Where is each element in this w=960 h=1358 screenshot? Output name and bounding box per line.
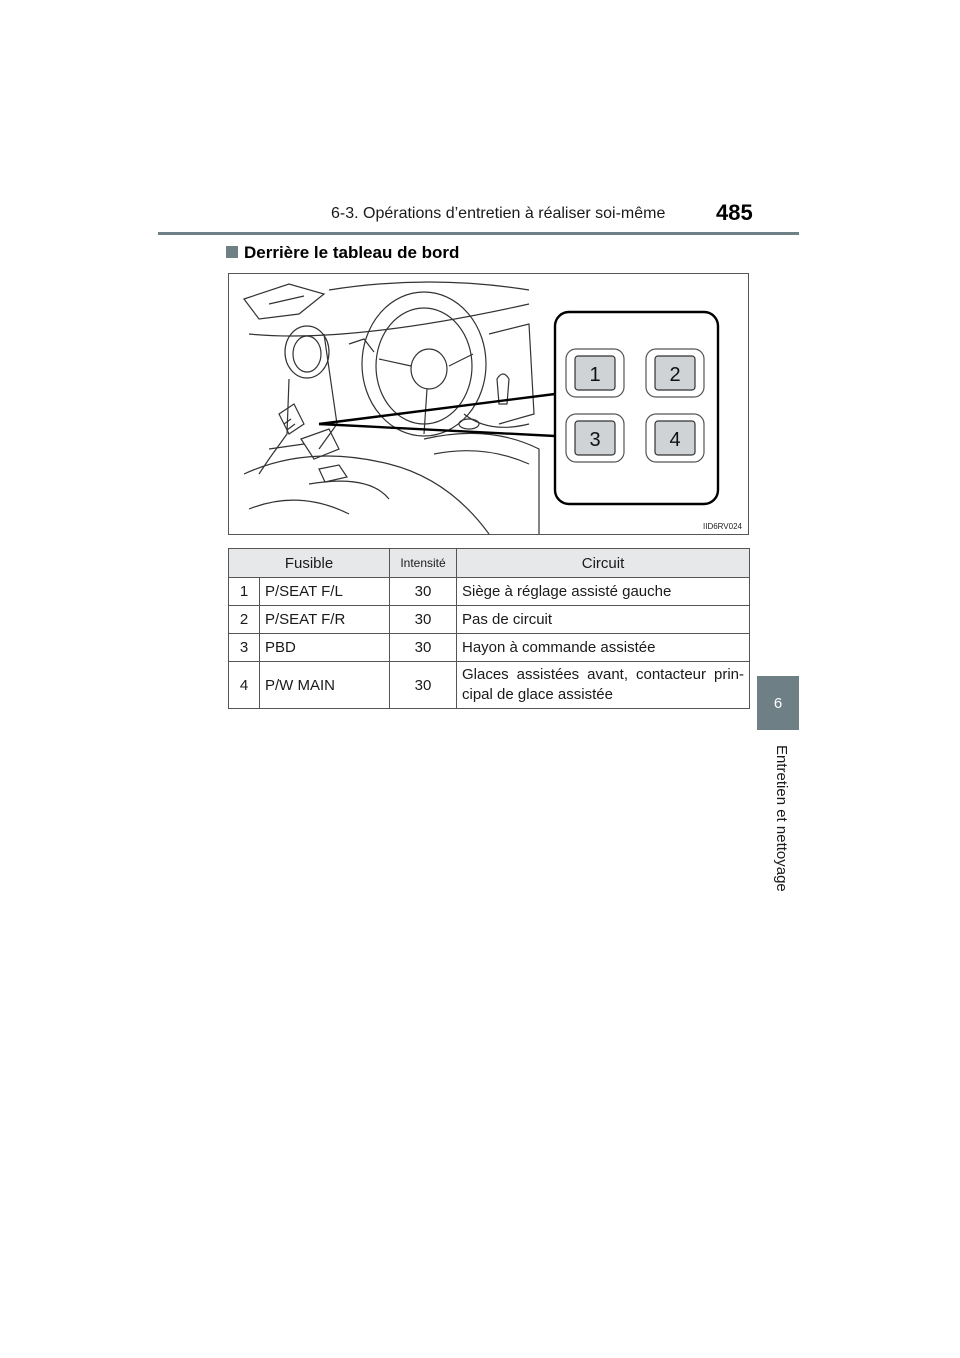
fuse-number: 3	[229, 634, 260, 662]
fuse-table	[228, 548, 750, 709]
leader-lines	[319, 394, 555, 436]
fuse-number: 4	[229, 662, 260, 709]
column-header-circuit: Circuit	[457, 549, 750, 578]
fuse-name: P/SEAT F/R	[260, 606, 390, 634]
table-row	[229, 578, 750, 606]
table-header-row	[229, 549, 750, 578]
table-row	[229, 606, 750, 634]
fuse-amperage: 30	[390, 606, 457, 634]
figure-code: IID6RV024	[703, 522, 742, 531]
fuse-location-figure	[228, 273, 749, 535]
square-bullet-icon	[226, 246, 238, 258]
dashboard-line-art	[244, 282, 539, 534]
section-heading-text: Derrière le tableau de bord	[244, 243, 460, 262]
chapter-section-title: 6-3. Opérations d’entretien à réaliser soi-même	[331, 205, 666, 222]
fuse-amperage: 30	[390, 634, 457, 662]
fuse-circuit: Pas de circuit	[457, 606, 750, 634]
fuse-name: PBD	[260, 634, 390, 662]
chapter-tab[interactable]	[757, 676, 799, 730]
column-header-fuse: Fusible	[229, 549, 390, 578]
fuse-label-4: 4	[669, 429, 681, 451]
fuse-number: 1	[229, 578, 260, 606]
fuse-inset-box	[555, 312, 718, 504]
fuse-label-3: 3	[589, 429, 601, 451]
fuse-amperage: 30	[390, 578, 457, 606]
fuse-label-1: 1	[589, 364, 601, 386]
fuse-number: 2	[229, 606, 260, 634]
section-heading	[226, 243, 459, 263]
page-number: 485	[716, 200, 753, 225]
fuse-circuit: Glaces assistées avant, contacteur prin-cipal de glace assistée	[457, 662, 750, 709]
fuse-circuit: Hayon à commande assistée	[457, 634, 750, 662]
header-divider	[158, 232, 799, 235]
table-row	[229, 634, 750, 662]
column-header-amperage: Intensité	[390, 549, 457, 578]
table-row	[229, 662, 750, 709]
chapter-tab-number: 6	[773, 694, 783, 712]
fuse-label-2: 2	[669, 364, 681, 386]
fuse-name: P/W MAIN	[260, 662, 390, 709]
chapter-tab-label: Entretien et nettoyage	[773, 745, 790, 892]
fuse-circuit: Siège à réglage assisté gauche	[457, 578, 750, 606]
dashboard-illustration	[229, 274, 749, 535]
fuse-name: P/SEAT F/L	[260, 578, 390, 606]
fuse-amperage: 30	[390, 662, 457, 709]
